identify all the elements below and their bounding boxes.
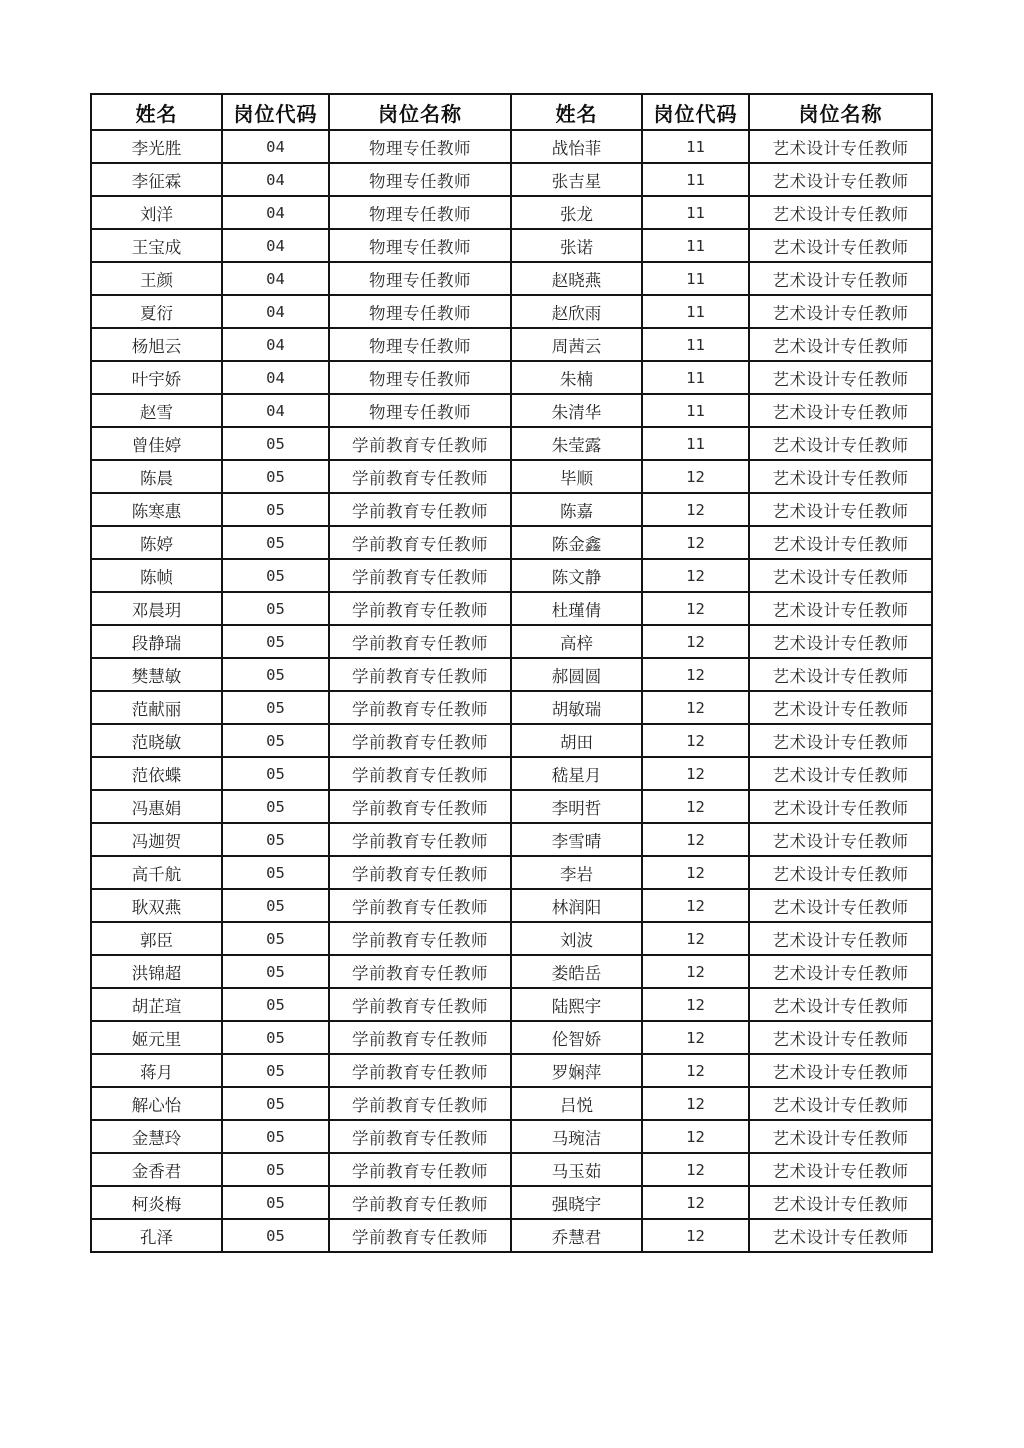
job-cell-left: 学前教育专任教师 [329,889,511,922]
name-cell-left: 叶宇娇 [91,361,222,394]
table-row [91,427,932,460]
name-cell-left: 冯迦贺 [91,823,222,856]
code-cell-left: 05 [222,427,329,460]
code-cell-right: 12 [642,493,749,526]
job-cell-left: 学前教育专任教师 [329,1120,511,1153]
code-cell-left: 05 [222,988,329,1021]
name-cell-left: 洪锦超 [91,955,222,988]
name-cell-right: 朱楠 [511,361,642,394]
table-row [91,361,932,394]
job-cell-left: 学前教育专任教师 [329,757,511,790]
job-cell-left: 物理专任教师 [329,262,511,295]
code-cell-left: 05 [222,1219,329,1252]
job-cell-right: 艺术设计专任教师 [749,559,932,592]
name-cell-left: 夏衍 [91,295,222,328]
job-cell-right: 艺术设计专任教师 [749,229,932,262]
table-row [91,229,932,262]
code-cell-left: 05 [222,526,329,559]
job-cell-right: 艺术设计专任教师 [749,427,932,460]
header-code-right: 岗位代码 [642,94,749,130]
job-cell-right: 艺术设计专任教师 [749,1153,932,1186]
table-row [91,889,932,922]
name-cell-left: 陈帧 [91,559,222,592]
job-cell-left: 学前教育专任教师 [329,724,511,757]
code-cell-right: 12 [642,724,749,757]
name-cell-right: 陈嘉 [511,493,642,526]
name-cell-right: 胡田 [511,724,642,757]
table-row [91,955,932,988]
job-cell-right: 艺术设计专任教师 [749,955,932,988]
table-row [91,625,932,658]
code-cell-left: 05 [222,559,329,592]
job-cell-right: 艺术设计专任教师 [749,262,932,295]
name-cell-left: 曾佳婷 [91,427,222,460]
name-cell-left: 李征霖 [91,163,222,196]
job-cell-left: 学前教育专任教师 [329,856,511,889]
code-cell-right: 11 [642,163,749,196]
job-cell-left: 学前教育专任教师 [329,1087,511,1120]
name-cell-left: 高千航 [91,856,222,889]
name-cell-left: 郭臣 [91,922,222,955]
table-row [91,988,932,1021]
code-cell-left: 05 [222,691,329,724]
name-cell-right: 张吉星 [511,163,642,196]
job-cell-right: 艺术设计专任教师 [749,163,932,196]
table-row [91,757,932,790]
header-name-right: 姓名 [511,94,642,130]
code-cell-left: 05 [222,823,329,856]
code-cell-right: 12 [642,658,749,691]
name-cell-right: 朱莹露 [511,427,642,460]
header-job-right: 岗位名称 [749,94,932,130]
job-cell-right: 艺术设计专任教师 [749,1087,932,1120]
name-cell-right: 毕顺 [511,460,642,493]
name-cell-right: 赵欣雨 [511,295,642,328]
name-cell-left: 王颜 [91,262,222,295]
code-cell-right: 11 [642,196,749,229]
name-cell-left: 陈晨 [91,460,222,493]
code-cell-right: 12 [642,889,749,922]
name-cell-left: 陈婷 [91,526,222,559]
code-cell-right: 11 [642,328,749,361]
job-cell-left: 学前教育专任教师 [329,559,511,592]
job-cell-left: 学前教育专任教师 [329,691,511,724]
code-cell-right: 12 [642,790,749,823]
job-cell-right: 艺术设计专任教师 [749,1219,932,1252]
code-cell-left: 05 [222,1054,329,1087]
job-cell-right: 艺术设计专任教师 [749,295,932,328]
job-cell-left: 学前教育专任教师 [329,592,511,625]
job-cell-right: 艺术设计专任教师 [749,691,932,724]
table-row [91,559,932,592]
job-cell-right: 艺术设计专任教师 [749,1021,932,1054]
table-row [91,691,932,724]
code-cell-right: 12 [642,1054,749,1087]
code-cell-right: 12 [642,625,749,658]
table-row [91,592,932,625]
name-cell-left: 冯惠娟 [91,790,222,823]
code-cell-left: 05 [222,1120,329,1153]
code-cell-left: 05 [222,460,329,493]
name-cell-left: 金香君 [91,1153,222,1186]
job-cell-left: 学前教育专任教师 [329,1186,511,1219]
code-cell-left: 05 [222,1087,329,1120]
job-cell-left: 学前教育专任教师 [329,526,511,559]
code-cell-left: 05 [222,1186,329,1219]
job-cell-left: 学前教育专任教师 [329,1021,511,1054]
code-cell-right: 12 [642,1021,749,1054]
name-cell-right: 胡敏瑞 [511,691,642,724]
table-row [91,196,932,229]
job-cell-left: 物理专任教师 [329,196,511,229]
code-cell-left: 05 [222,922,329,955]
job-cell-right: 艺术设计专任教师 [749,757,932,790]
header-job-left: 岗位名称 [329,94,511,130]
job-cell-left: 学前教育专任教师 [329,790,511,823]
job-cell-left: 学前教育专任教师 [329,427,511,460]
table-row [91,460,932,493]
table-row [91,1153,932,1186]
code-cell-right: 11 [642,229,749,262]
job-cell-left: 物理专任教师 [329,328,511,361]
code-cell-left: 04 [222,394,329,427]
job-cell-right: 艺术设计专任教师 [749,1054,932,1087]
name-cell-right: 马琬洁 [511,1120,642,1153]
name-cell-right: 陈文静 [511,559,642,592]
job-cell-right: 艺术设计专任教师 [749,724,932,757]
code-cell-right: 12 [642,592,749,625]
code-cell-left: 04 [222,328,329,361]
name-cell-right: 刘波 [511,922,642,955]
name-cell-right: 强晓宇 [511,1186,642,1219]
name-cell-left: 孔泽 [91,1219,222,1252]
code-cell-right: 12 [642,922,749,955]
table-row [91,856,932,889]
code-cell-right: 12 [642,955,749,988]
code-cell-right: 11 [642,262,749,295]
code-cell-right: 12 [642,526,749,559]
code-cell-right: 11 [642,295,749,328]
name-cell-right: 李岩 [511,856,642,889]
job-cell-left: 学前教育专任教师 [329,955,511,988]
job-cell-left: 学前教育专任教师 [329,823,511,856]
job-cell-left: 物理专任教师 [329,229,511,262]
job-cell-right: 艺术设计专任教师 [749,361,932,394]
name-cell-left: 范献丽 [91,691,222,724]
job-cell-right: 艺术设计专任教师 [749,130,932,163]
header-code-left: 岗位代码 [222,94,329,130]
table-row [91,1087,932,1120]
name-cell-right: 嵇星月 [511,757,642,790]
name-cell-left: 李光胜 [91,130,222,163]
job-cell-left: 物理专任教师 [329,361,511,394]
name-cell-right: 伦智娇 [511,1021,642,1054]
job-cell-left: 学前教育专任教师 [329,625,511,658]
job-cell-right: 艺术设计专任教师 [749,625,932,658]
name-cell-right: 李明哲 [511,790,642,823]
name-cell-right: 李雪晴 [511,823,642,856]
job-cell-right: 艺术设计专任教师 [749,460,932,493]
code-cell-left: 05 [222,658,329,691]
code-cell-left: 04 [222,262,329,295]
table-header-row [91,94,932,130]
code-cell-left: 05 [222,592,329,625]
name-cell-left: 樊慧敏 [91,658,222,691]
name-cell-left: 赵雪 [91,394,222,427]
table-row [91,394,932,427]
table-row [91,1021,932,1054]
name-cell-left: 柯炎梅 [91,1186,222,1219]
job-cell-right: 艺术设计专任教师 [749,1186,932,1219]
name-cell-right: 高梓 [511,625,642,658]
table-row [91,1054,932,1087]
name-cell-right: 吕悦 [511,1087,642,1120]
table-row [91,493,932,526]
name-cell-left: 刘洋 [91,196,222,229]
table-row [91,262,932,295]
name-cell-left: 金慧玲 [91,1120,222,1153]
job-cell-right: 艺术设计专任教师 [749,394,932,427]
code-cell-right: 12 [642,1120,749,1153]
name-cell-left: 耿双燕 [91,889,222,922]
table-row [91,163,932,196]
name-cell-right: 娄皓岳 [511,955,642,988]
code-cell-left: 04 [222,130,329,163]
name-cell-left: 段静瑞 [91,625,222,658]
header-name-left: 姓名 [91,94,222,130]
name-cell-left: 范依蝶 [91,757,222,790]
table-row [91,724,932,757]
job-cell-left: 学前教育专任教师 [329,1054,511,1087]
staff-position-table [90,93,933,1253]
name-cell-right: 陈金鑫 [511,526,642,559]
table-row [91,526,932,559]
job-cell-right: 艺术设计专任教师 [749,1120,932,1153]
name-cell-left: 范晓敏 [91,724,222,757]
code-cell-right: 11 [642,427,749,460]
code-cell-left: 05 [222,1153,329,1186]
name-cell-right: 乔慧君 [511,1219,642,1252]
code-cell-right: 11 [642,130,749,163]
job-cell-right: 艺术设计专任教师 [749,526,932,559]
name-cell-right: 周茜云 [511,328,642,361]
job-cell-right: 艺术设计专任教师 [749,823,932,856]
code-cell-right: 12 [642,1219,749,1252]
job-cell-left: 物理专任教师 [329,394,511,427]
code-cell-left: 04 [222,295,329,328]
code-cell-left: 04 [222,196,329,229]
job-cell-left: 学前教育专任教师 [329,493,511,526]
job-cell-right: 艺术设计专任教师 [749,790,932,823]
name-cell-right: 朱清华 [511,394,642,427]
table-row [91,130,932,163]
job-cell-left: 学前教育专任教师 [329,460,511,493]
table-row [91,328,932,361]
name-cell-right: 马玉茹 [511,1153,642,1186]
job-cell-left: 物理专任教师 [329,130,511,163]
code-cell-right: 12 [642,559,749,592]
name-cell-left: 解心怡 [91,1087,222,1120]
job-cell-left: 学前教育专任教师 [329,1219,511,1252]
table-row [91,790,932,823]
code-cell-left: 04 [222,229,329,262]
job-cell-left: 物理专任教师 [329,163,511,196]
code-cell-left: 05 [222,625,329,658]
name-cell-right: 张诺 [511,229,642,262]
table-row [91,1186,932,1219]
job-cell-right: 艺术设计专任教师 [749,988,932,1021]
name-cell-right: 郝圆圆 [511,658,642,691]
job-cell-left: 学前教育专任教师 [329,1153,511,1186]
code-cell-left: 05 [222,889,329,922]
job-cell-right: 艺术设计专任教师 [749,889,932,922]
name-cell-left: 王宝成 [91,229,222,262]
job-cell-right: 艺术设计专任教师 [749,658,932,691]
name-cell-left: 姬元里 [91,1021,222,1054]
name-cell-left: 杨旭云 [91,328,222,361]
code-cell-left: 05 [222,955,329,988]
code-cell-right: 11 [642,361,749,394]
name-cell-left: 陈寒惠 [91,493,222,526]
job-cell-left: 学前教育专任教师 [329,988,511,1021]
table-row [91,295,932,328]
table-row [91,658,932,691]
name-cell-right: 战怡菲 [511,130,642,163]
name-cell-left: 邓晨玥 [91,592,222,625]
name-cell-right: 张龙 [511,196,642,229]
table-row [91,1219,932,1252]
name-cell-right: 赵晓燕 [511,262,642,295]
code-cell-right: 12 [642,691,749,724]
code-cell-left: 05 [222,493,329,526]
job-cell-left: 物理专任教师 [329,295,511,328]
name-cell-left: 胡芷瑄 [91,988,222,1021]
table-row [91,823,932,856]
code-cell-left: 05 [222,757,329,790]
table-row [91,922,932,955]
name-cell-right: 林润阳 [511,889,642,922]
job-cell-right: 艺术设计专任教师 [749,493,932,526]
name-cell-left: 蒋月 [91,1054,222,1087]
code-cell-right: 12 [642,823,749,856]
job-cell-right: 艺术设计专任教师 [749,592,932,625]
code-cell-left: 05 [222,1021,329,1054]
code-cell-right: 12 [642,988,749,1021]
name-cell-right: 罗娴萍 [511,1054,642,1087]
job-cell-right: 艺术设计专任教师 [749,328,932,361]
name-cell-right: 陆熙宇 [511,988,642,1021]
code-cell-right: 11 [642,394,749,427]
code-cell-right: 12 [642,856,749,889]
code-cell-right: 12 [642,1087,749,1120]
code-cell-right: 12 [642,1153,749,1186]
job-cell-left: 学前教育专任教师 [329,658,511,691]
code-cell-left: 05 [222,856,329,889]
code-cell-left: 04 [222,163,329,196]
job-cell-right: 艺术设计专任教师 [749,856,932,889]
table-row [91,1120,932,1153]
job-cell-left: 学前教育专任教师 [329,922,511,955]
code-cell-left: 05 [222,724,329,757]
code-cell-left: 05 [222,790,329,823]
job-cell-right: 艺术设计专任教师 [749,196,932,229]
code-cell-right: 12 [642,1186,749,1219]
job-cell-right: 艺术设计专任教师 [749,922,932,955]
code-cell-right: 12 [642,757,749,790]
code-cell-left: 04 [222,361,329,394]
code-cell-right: 12 [642,460,749,493]
name-cell-right: 杜瑾倩 [511,592,642,625]
